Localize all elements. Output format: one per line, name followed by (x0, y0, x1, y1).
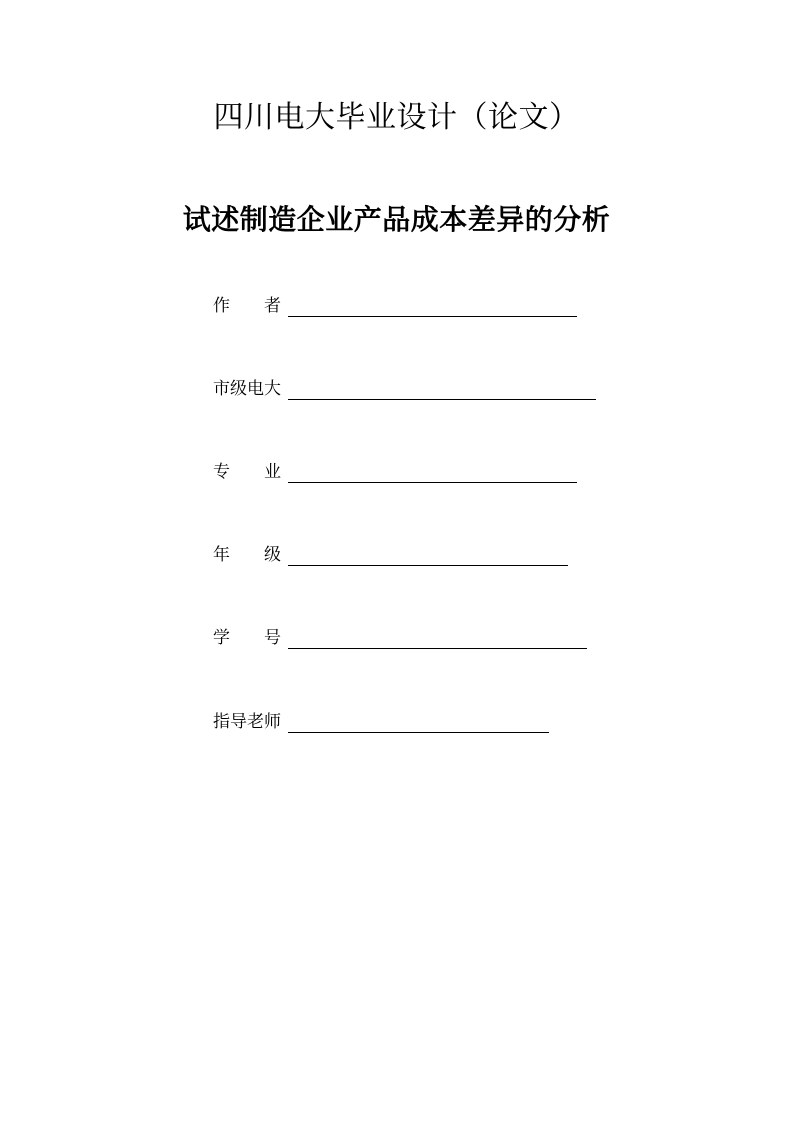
student-id-blank-line (288, 626, 587, 649)
author-blank-line (288, 294, 577, 317)
advisor-blank-line (288, 710, 549, 733)
grade-field (213, 542, 568, 566)
major-field (213, 459, 577, 483)
thesis-title: 试述制造企业产品成本差异的分析 (182, 203, 611, 236)
advisor-field (213, 709, 549, 733)
city-university-label: 市级电大 (213, 379, 281, 399)
student-id-label: 学 号 (213, 628, 281, 648)
student-id-field (213, 625, 587, 649)
city-university-blank-line (288, 377, 596, 400)
grade-label: 年 级 (213, 545, 281, 565)
grade-blank-line (288, 543, 568, 566)
city-university-field (213, 376, 596, 400)
document-header-title: 四川电大毕业设计（论文） (213, 100, 580, 135)
major-blank-line (288, 460, 577, 483)
major-label: 专 业 (213, 462, 281, 482)
author-label: 作 者 (213, 296, 281, 316)
advisor-label: 指导老师 (213, 712, 281, 732)
author-field (213, 293, 577, 317)
